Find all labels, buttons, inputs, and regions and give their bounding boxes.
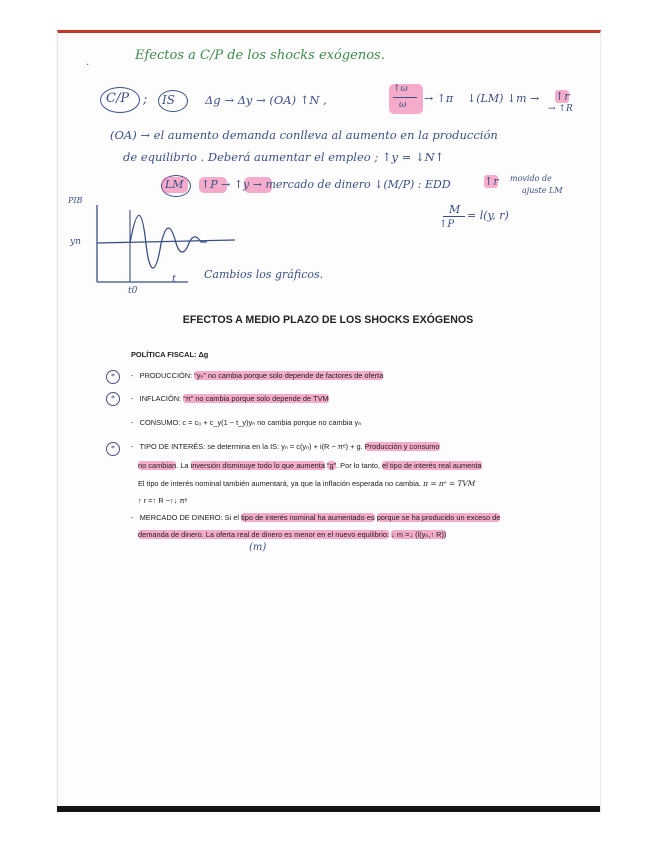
fraction-top: ↑ω: [393, 84, 408, 94]
consumo-text: c = c₀ + c_y(1 − t_y)yₙ no cambia porque no cambia yₙ: [182, 418, 362, 427]
tipo-line-3: El tipo de interés nominal también aumentará, ya que la inflación esperada no cambia. π = πᵉ = TVM: [138, 479, 476, 488]
lm-label: LM: [165, 178, 184, 191]
is-label: IS: [162, 93, 175, 107]
star-mark-1: *: [106, 370, 120, 384]
hw-line-2: (OA) → el aumento demanda conlleva al aumento en la producción: [110, 128, 498, 142]
lm-r: ↑r: [484, 175, 499, 188]
graph-note: Cambios los gráficos.: [204, 268, 324, 281]
money-eq: = l(y, r): [467, 209, 509, 222]
politica-fiscal: POLÍTICA FISCAL: Δg: [131, 350, 209, 359]
produccion-label: PRODUCCIÓN:: [139, 371, 193, 380]
chain-big-r: → ↑R: [548, 104, 573, 114]
money-m: M: [449, 203, 461, 216]
m-note: (m): [249, 542, 267, 553]
section-heading: EFECTOS A MEDIO PLAZO DE LOS SHOCKS EXÓGENOS: [182, 314, 474, 326]
chain-text: Δg → Δy → (OA) ↑N ,: [205, 93, 327, 107]
mercado-line-2: demanda de dinero. La oferta real de dinero es menor en el nuevo equilibrio: ↓ m =↓ (l(yₙ,↑ R)): [138, 530, 447, 539]
consumo-label: CONSUMO:: [139, 418, 181, 427]
money-p: ↑P: [439, 219, 455, 230]
graph-yn-line: [97, 240, 235, 243]
item-inflacion: - INFLACIÓN: “π” no cambia porque solo depende de TVM: [131, 394, 329, 403]
produccion-text: “yₙ” no cambia porque solo depende de factores de oferta: [194, 371, 384, 380]
lm-note-2: ajuste LM: [522, 186, 563, 195]
tipo-line-4: ↑ r =↑ R −↑↓ πᵉ: [138, 496, 188, 505]
chain-pi: → ↑π: [424, 92, 454, 105]
fraction-bottom: ω: [399, 100, 407, 110]
graph-ylabel: PIB: [68, 196, 83, 205]
star-mark-2: *: [106, 392, 120, 406]
graph-t: t: [172, 274, 177, 285]
chain-r: ↑r: [555, 90, 570, 103]
inflacion-text: “π” no cambia porque solo depende de TVM: [183, 394, 329, 403]
stray-mark: ·: [86, 60, 90, 71]
tipo-line-2: no cambian. La inversión disminuye todo lo que aumenta “g”. Por lo tanto, el tipo de interés real aumenta: [138, 461, 482, 470]
tipo-line-1: - TIPO DE INTERÉS: se determina en la IS: yₙ = c(yₙ) + i(R − πᵉ) + g. Producción y consumo: [131, 442, 440, 451]
cp-label: C/P: [106, 91, 130, 106]
handwritten-title: Efectos a C/P de los shocks exógenos.: [135, 48, 385, 63]
graph-t0: t0: [128, 286, 138, 296]
graph-yn: yn: [70, 237, 81, 247]
hw-line-3: de equilibrio . Deberá aumentar el empleo ; ↑y = ↓N↑: [123, 150, 445, 164]
item-produccion: - PRODUCCIÓN: “yₙ” no cambia porque solo depende de factores de oferta: [131, 371, 384, 380]
lm-note-1: movido de: [510, 174, 552, 183]
star-mark-3: *: [106, 442, 120, 456]
item-consumo: - CONSUMO: c = c₀ + c_y(1 − t_y)yₙ no cambia porque no cambia yₙ: [131, 418, 362, 427]
semicolon: ;: [143, 92, 148, 107]
chain-lm: ↓(LM) ↓m →: [467, 92, 540, 105]
mercado-line-1: - MERCADO DE DINERO: Si el tipo de interés nominal ha aumentado es porque se ha producido un exceso de: [131, 513, 501, 522]
lm-chain: ↑P → ↑y → mercado de dinero ↓(M/P) : EDD: [201, 178, 451, 191]
inflacion-label: INFLACIÓN:: [139, 394, 182, 403]
